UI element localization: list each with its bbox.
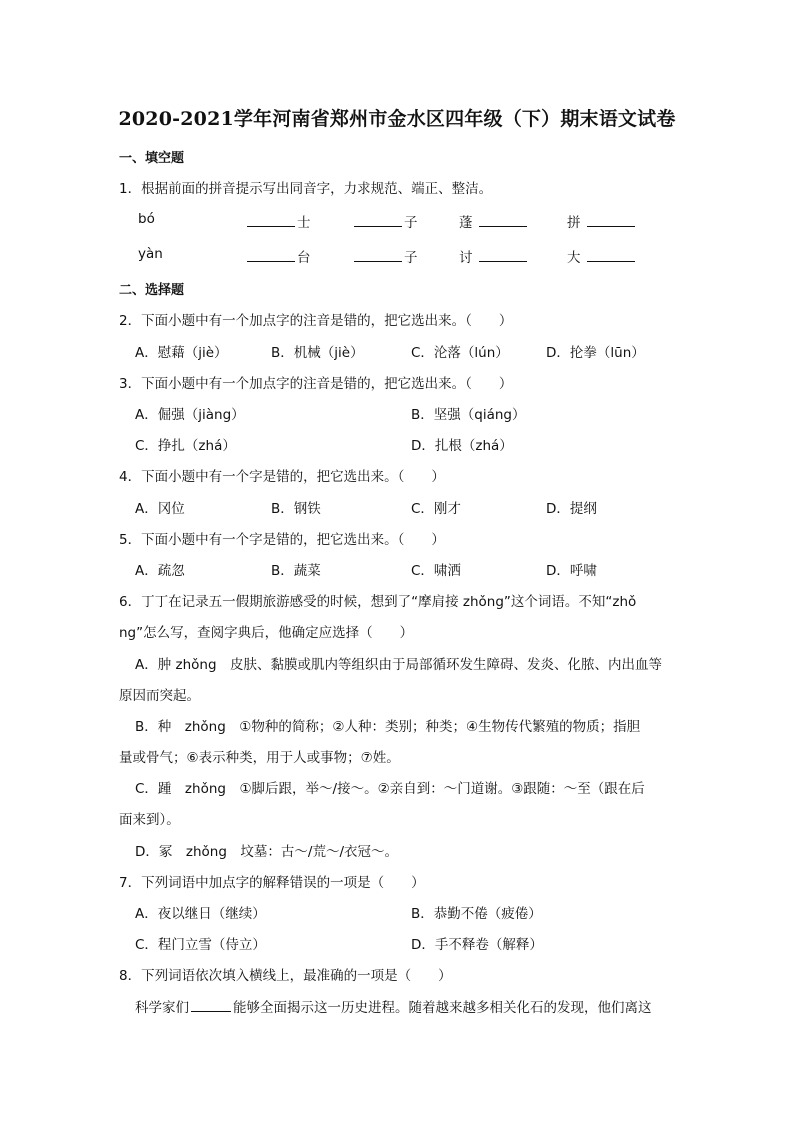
- q6-option-d[interactable]: D．冢 zhǒng 坟墓：古～/荒～/衣冠～。: [135, 844, 399, 860]
- q1-row2-item-a: 台: [245, 246, 311, 266]
- q1-row1-pinyin: bó: [138, 211, 155, 227]
- answer-blank[interactable]: [247, 249, 295, 262]
- q8-passage: 科学家们 能够全面揭示这一历史进程。随着越来越多相关化石的发现，他们离这: [135, 1000, 652, 1016]
- q6-option-a[interactable]: A．肿 zhǒng 皮肤、黏膜或肌内等组织由于局部循环发生障碍、发炎、化脓、内出血等: [135, 657, 663, 673]
- q7-option-a[interactable]: A．夜以继日（继续）: [135, 906, 266, 922]
- q1-row2-item-d: 大: [567, 246, 637, 266]
- q2-option-b[interactable]: B．机械（jiè）: [271, 345, 364, 361]
- q3-option-a[interactable]: A．倔强（jiàng）: [135, 407, 245, 423]
- q1-stem: 1．根据前面的拼音提示写出同音字，力求规范、端正、整洁。: [119, 181, 493, 197]
- q3-option-d[interactable]: D．扎根（zhá）: [411, 438, 513, 454]
- q1-row1-item-b: 子: [352, 211, 418, 231]
- q4-option-a[interactable]: A．冈位: [135, 501, 185, 517]
- q2-option-a[interactable]: A．慰藉（jiè）: [135, 345, 228, 361]
- q2-stem: 2．下面小题中有一个加点字的注音是错的，把它选出来。（ ）: [119, 313, 513, 329]
- exam-title: 2020-2021学年河南省郑州市金水区四年级（下）期末语文试卷: [118, 108, 676, 130]
- q1-row2-item-c: 讨: [459, 246, 529, 266]
- q2-option-d[interactable]: D．抡拳（lūn）: [546, 345, 645, 361]
- q1-row1-item-d: 拼: [567, 211, 637, 231]
- q1-row1-item-c: 蓬: [459, 211, 529, 231]
- answer-blank[interactable]: [587, 214, 635, 227]
- q4-option-c[interactable]: C．刚才: [411, 501, 461, 517]
- q5-option-c[interactable]: C．啸洒: [411, 563, 461, 579]
- q7-option-d[interactable]: D．手不释卷（解释）: [411, 937, 543, 953]
- q2-option-c[interactable]: C．沦落（lún）: [411, 345, 509, 361]
- q7-stem: 7．下列词语中加点字的解释错误的一项是（ ）: [119, 875, 425, 891]
- answer-blank[interactable]: [191, 999, 231, 1012]
- q3-option-b[interactable]: B．坚强（qiáng）: [411, 407, 526, 423]
- q1-row1-item-a: 士: [245, 211, 311, 231]
- section-choice-heading: 二、选择题: [119, 283, 185, 298]
- answer-blank[interactable]: [479, 214, 527, 227]
- q6-stem-line2: ng”怎么写，查阅字典后，他确定应选择（ ）: [119, 625, 414, 641]
- q5-stem: 5．下面小题中有一个字是错的，把它选出来。（ ）: [119, 532, 445, 548]
- q1-row2-item-b: 子: [352, 246, 418, 266]
- q3-option-c[interactable]: C．挣扎（zhá）: [135, 438, 236, 454]
- q5-option-b[interactable]: B．蔬菜: [271, 563, 321, 579]
- section-fill-blank-heading: 一、填空题: [119, 151, 185, 166]
- answer-blank[interactable]: [247, 214, 295, 227]
- q7-option-b[interactable]: B．恭勤不倦（疲倦）: [411, 906, 542, 922]
- q6-option-a-cont: 原因而突起。: [119, 688, 200, 704]
- answer-blank[interactable]: [354, 249, 402, 262]
- q7-option-c[interactable]: C．程门立雪（侍立）: [135, 937, 266, 953]
- q4-option-b[interactable]: B．钢铁: [271, 501, 321, 517]
- q6-option-b[interactable]: B．种 zhǒng ①物种的简称；②人种：类别；种类；④生物传代繁殖的物质；指胆: [135, 719, 641, 735]
- q5-option-a[interactable]: A．疏忽: [135, 563, 185, 579]
- q6-option-c-cont: 面来到）。: [119, 812, 180, 828]
- q3-stem: 3．下面小题中有一个加点字的注音是错的，把它选出来。（ ）: [119, 376, 513, 392]
- q8-stem: 8．下列词语依次填入横线上，最准确的一项是（ ）: [119, 968, 452, 984]
- answer-blank[interactable]: [479, 249, 527, 262]
- answer-blank[interactable]: [587, 249, 635, 262]
- q4-stem: 4．下面小题中有一个字是错的，把它选出来。（ ）: [119, 469, 445, 485]
- q6-option-b-cont: 量或骨气；⑥表示种类，用于人或事物；⑦姓。: [119, 750, 400, 766]
- q6-stem-line1: 6．丁丁在记录五一假期旅游感受的时候，想到了“摩肩接 zhǒng”这个词语。不知“zhǒ: [119, 594, 637, 610]
- q1-row2-pinyin: yàn: [138, 246, 163, 262]
- answer-blank[interactable]: [354, 214, 402, 227]
- q5-option-d[interactable]: D．呼啸: [546, 563, 597, 579]
- q6-option-c[interactable]: C．踵 zhǒng ①脚后跟，举～/接～。②亲自到：～门道谢。③跟随：～至（跟在后: [135, 781, 645, 797]
- q4-option-d[interactable]: D．提纲: [546, 501, 597, 517]
